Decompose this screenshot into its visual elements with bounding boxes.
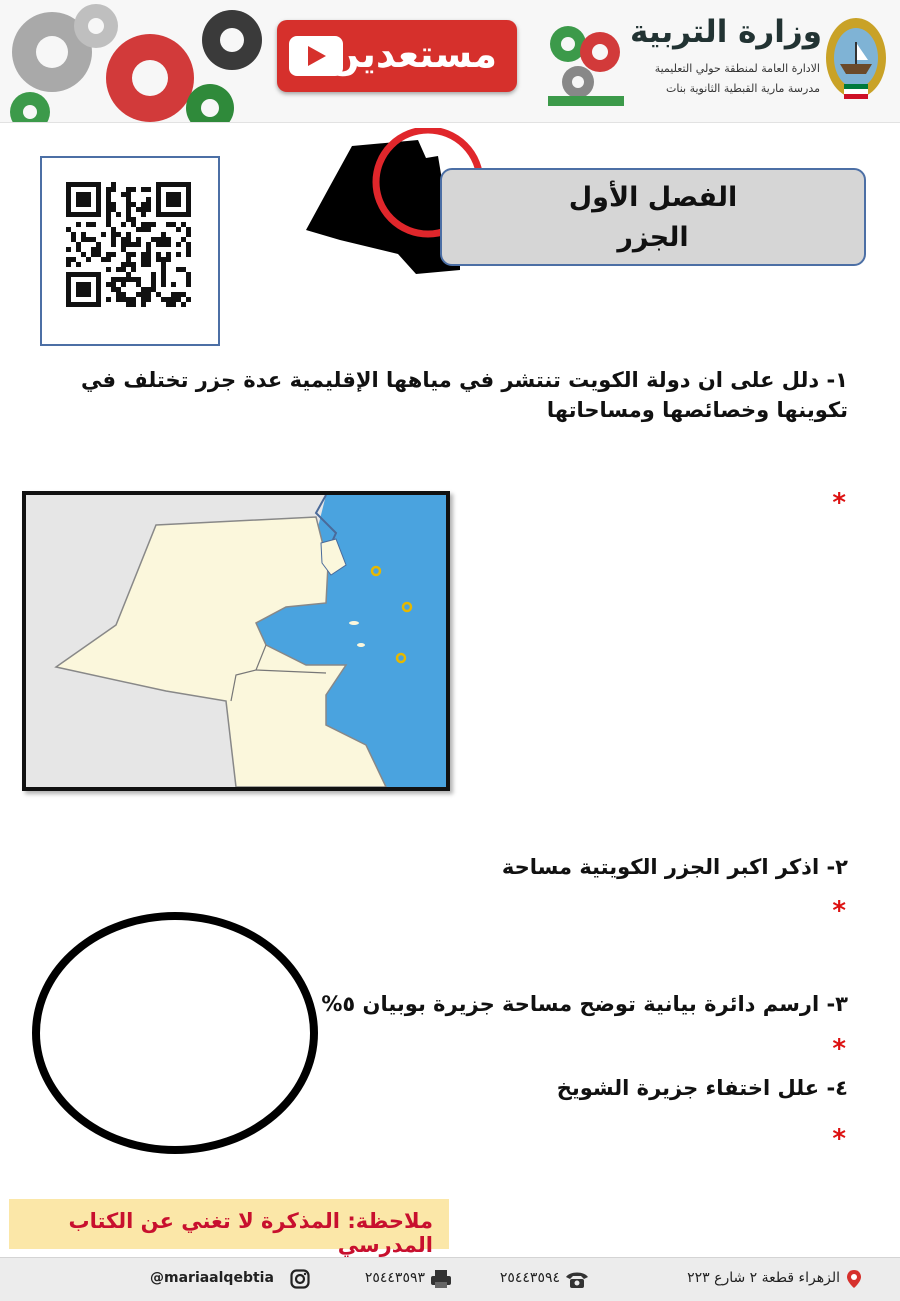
answer-marker: *: [832, 1124, 846, 1154]
gear-icon: [74, 4, 118, 48]
chapter-title-box: [440, 168, 866, 266]
pie-chart-drawing-circle[interactable]: [32, 912, 318, 1154]
phone-icon: [564, 1269, 590, 1289]
ministry-subtitle-school: مدرسة مارية القبطية الثانوية بنات: [666, 82, 820, 95]
footer-instagram-handle[interactable]: @mariaalqebtia: [150, 1270, 274, 1286]
header-banner: [0, 0, 900, 123]
footer: [0, 1257, 900, 1301]
fax-icon: [429, 1269, 453, 1289]
ministry-subtitle-directorate: الادارة العامة لمنطقة حولي التعليمية: [654, 62, 820, 75]
qr-code-frame: [40, 156, 220, 346]
qr-code: [42, 158, 218, 344]
lesson-title: الجزر: [617, 222, 689, 253]
ministry-name: وزارة التربية: [630, 14, 822, 50]
question-2: ٢- اذكر اكبر الجزر الكويتية مساحة: [501, 855, 848, 879]
kuwait-map-graphic: [26, 495, 446, 787]
school-logo: [540, 18, 630, 114]
note-box: [9, 1199, 449, 1257]
gear-icon: [10, 92, 50, 122]
mustaidin-youtube-button[interactable]: [277, 20, 517, 92]
footer-phone: ٢٥٤٤٣٥٩٤: [499, 1270, 560, 1286]
question-3: ٣- ارسم دائرة بيانية توضح مساحة جزيرة بوبيان ٥%: [321, 992, 848, 1016]
answer-marker: *: [832, 488, 846, 518]
kuwait-emblem-icon: [822, 14, 890, 110]
gears-decoration: [0, 0, 270, 122]
gear-icon: [106, 34, 194, 122]
chapter-title: الفصل الأول: [568, 182, 738, 213]
note-text: ملاحظة: المذكرة لا تغني عن الكتاب المدرسي: [68, 1209, 433, 1257]
kuwait-map: [22, 491, 450, 791]
instagram-icon: [290, 1269, 310, 1289]
question-4: ٤- علل اختفاء جزيرة الشويخ: [556, 1076, 848, 1100]
answer-marker: *: [832, 1034, 846, 1064]
question-1: ١- دلل على ان دولة الكويت تنتشر في مياهها الإقليمية عدة جزر تختلف في تكوينها وخصائصها ومساحاتها: [81, 368, 848, 422]
mustaidin-label: مستعدين: [327, 32, 497, 76]
answer-marker: *: [832, 896, 846, 926]
gear-icon: [186, 84, 234, 122]
location-pin-icon: [844, 1269, 864, 1289]
footer-address: الزهراء قطعة ٢ شارع ٢٢٣: [687, 1270, 840, 1286]
gear-icon: [202, 10, 262, 70]
footer-fax: ٢٥٤٤٣٥٩٣: [364, 1270, 425, 1286]
